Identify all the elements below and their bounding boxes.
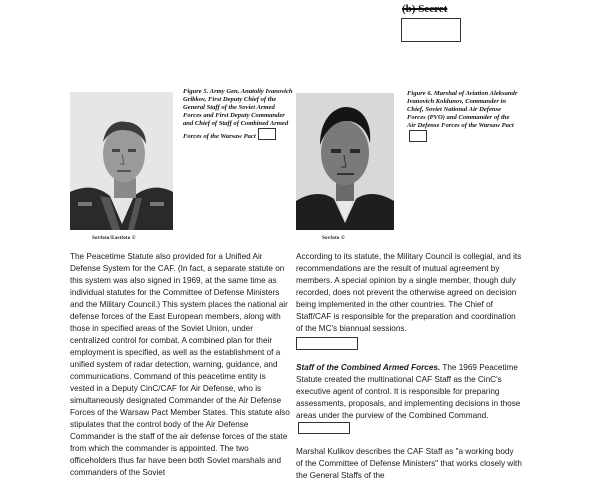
- right-column-paragraph-2: [296, 362, 522, 436]
- right-column: [296, 251, 522, 482]
- figure5-portrait-image: [70, 92, 173, 230]
- redaction-box-right-1: [296, 337, 358, 350]
- figure5-caption-text: Figure 5. Army Gen. Anatoliy Ivanovich Gribkov, First Deputy Chief of the General Staff of the Soviet Armed Forces and First Deputy Commander and Chief of Staff of Combined Armed Forces of the Warsaw Pact: [183, 88, 293, 141]
- left-column: [70, 251, 290, 479]
- figure6-caption: [407, 90, 519, 144]
- redaction-box-top: [401, 18, 461, 42]
- figure6-caption-text: Figure 6. Marshal of Aviation Aleksandr Ivanovich Koldunov, Commander in Chief, Soviet National Air Defense Forces (PVO) and Commander of the Air Defense Forces of the Warsaw Pact: [407, 90, 518, 130]
- classification-marking: [402, 3, 447, 15]
- figure5-photo-credit: Sovfoto/Eastfoto ©: [92, 236, 136, 241]
- figure5-caption: [183, 88, 293, 142]
- right-column-paragraph-3: Marshal Kulikov describes the CAF Staff as "a working body of the Committee of Defense Ministers" that works closely with the General Staffs of the: [296, 447, 522, 480]
- figure6-caption-redaction: [409, 130, 427, 142]
- figure5-photo: [70, 92, 173, 230]
- right-column-paragraph-1: According to its statute, the Military Council is collegial, and its recommendations are the result of mutual agreement by members. A special opinion by a single member, though duly recorded, does not prevent the otherwise agreed on decision being implemented in the other countries. The Chief of Staff/CAF is responsible for the preparation and coordination of the MC's biannual sessions.: [296, 252, 522, 333]
- figure5-caption-redaction: [258, 128, 276, 140]
- left-column-paragraph: The Peacetime Statute also provided for a Unified Air Defense System for the CAF. (In fact, a separate statute on this system was also signed in 1969, at the same time as individual statutes for the Committee of Defense Ministers and the Military Council.) This system places the national air defense forces of the East European members, along with those in specified areas of the Soviet Union, under centralized control for combat. A combined plan for their employment is specified, as well as the establishment of a unified system of radar detection, warning, guidance, and communications. Command of this peacetime entity is vested in a Deputy CinC/CAF for Air Defense, who is simultaneously designated Commander of the Air Defense Forces of the Warsaw Pact Member States. This statute also stipulates that the control body of the Air Defense Commander is the staff of the air defense forces of the state from which the commander is appointed. The two officeholders thus far have been both Soviet marshals and commanders of the Soviet: [70, 252, 290, 477]
- redaction-box-right-2: [298, 422, 350, 434]
- classification-text: (b) Secret: [402, 3, 448, 15]
- figure6-portrait-image: [296, 93, 394, 230]
- figure6-photo-credit: Sovfoto ©: [322, 236, 345, 241]
- staff-section-heading: Staff of the Combined Armed Forces.: [296, 363, 441, 372]
- figure6-photo: [296, 93, 394, 230]
- right-column-paragraph-2-text: The 1969 Peacetime Statute created the multinational CAF Staff as the CinC's executive agent of control. It is responsible for preparing assessments, proposals, and implementing decisions in those areas under the purview of the Combined Command.: [296, 363, 521, 420]
